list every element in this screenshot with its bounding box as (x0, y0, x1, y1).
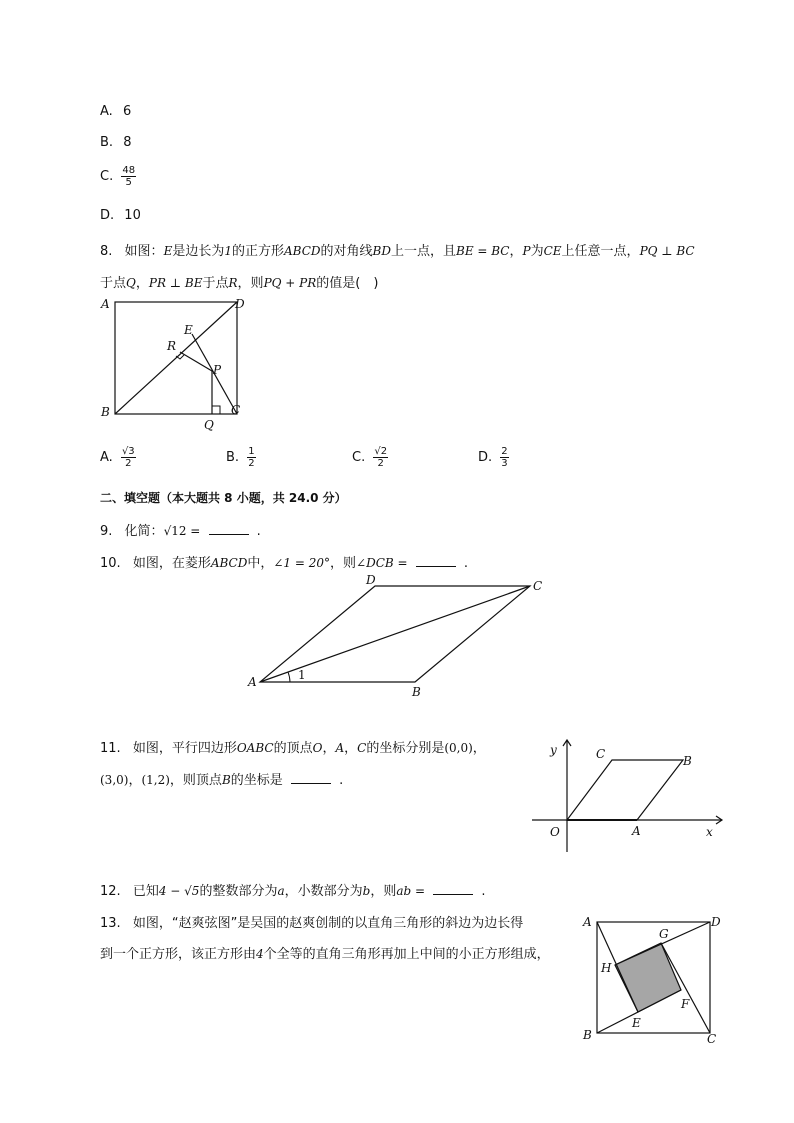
option-value: 6 (122, 104, 132, 119)
option-label: C. (100, 169, 114, 184)
math: (1,2) (141, 773, 170, 787)
label-r: R (167, 339, 177, 353)
text: ，则 (330, 556, 357, 571)
label-b: B (412, 685, 421, 699)
fraction-numerator: √3 (121, 446, 135, 457)
text: 于点 (202, 276, 229, 291)
math: 4 − √5 (158, 884, 200, 898)
text: 的整数部分为 (199, 884, 278, 899)
angle-arc (288, 672, 290, 682)
text: 为 (530, 244, 544, 259)
label-a: A (101, 297, 110, 311)
label-b: B (583, 1028, 592, 1042)
label-e: E (184, 323, 193, 337)
math: O (312, 741, 323, 755)
text: 的坐标分别是 (366, 741, 445, 756)
diagonal-bd (115, 302, 237, 414)
text: 中， (247, 556, 274, 571)
text: ， (509, 244, 523, 259)
section-heading: 二、填空题（本大题共 8 小题，共 24.0 分） (100, 491, 347, 505)
period: . (463, 556, 469, 571)
math: BE = BC (456, 244, 510, 258)
math: ab = (396, 884, 426, 898)
option-fraction (373, 446, 388, 469)
period: . (339, 773, 344, 788)
inner-square-efgh (615, 943, 681, 1012)
fraction-numerator: 2 (501, 446, 508, 457)
fraction-numerator: √2 (374, 446, 388, 457)
option-label: B. (226, 450, 240, 465)
fraction-denominator: 2 (377, 458, 384, 469)
text: 的顶点 (273, 741, 313, 756)
text: ， (135, 276, 149, 291)
label-c: C (596, 747, 606, 761)
label-c: C (707, 1032, 717, 1046)
option-fraction (121, 165, 136, 188)
math: CE (543, 244, 562, 258)
question-number: 10. (100, 556, 121, 571)
math: ∠DCB = (356, 556, 408, 570)
text: 上一点，且 (390, 244, 456, 259)
text: 如图： (124, 244, 164, 259)
label-e: E (632, 1016, 641, 1030)
label-x: x (706, 825, 713, 839)
q7-option-b (100, 135, 131, 150)
label-a: A (248, 675, 257, 689)
math: 1 (224, 244, 232, 258)
q7-option-a (100, 104, 131, 119)
text: 上任意一点， (561, 244, 640, 259)
text: 化简： (124, 524, 164, 539)
q12 (100, 880, 485, 899)
text: 的坐标是 (230, 773, 283, 788)
text: 个全等的直角三角形再加上中间的小正方形组成， (263, 947, 550, 962)
q7-option-c (100, 165, 136, 188)
option-fraction (500, 446, 508, 469)
text: 如图，平行四边形 (132, 741, 237, 756)
option-label: D. (100, 208, 115, 223)
math: PQ + PR (263, 276, 317, 290)
option-value: 10 (124, 208, 141, 223)
text: 如图，在菱形 (132, 556, 211, 571)
q8-line-1 (100, 240, 695, 259)
q7-option-d (100, 208, 141, 223)
answer-blank[interactable] (416, 554, 456, 567)
answer-blank[interactable] (433, 882, 473, 895)
math: C (357, 741, 367, 755)
label-c: C (231, 403, 241, 417)
right-angle-q (212, 406, 220, 414)
option-label: C. (352, 450, 366, 465)
math: (0,0) (444, 741, 473, 755)
text: ， (128, 773, 142, 788)
period: . (256, 524, 261, 539)
option-fraction (247, 446, 255, 469)
text: ，小数部分为 (284, 884, 363, 899)
math: PQ ⊥ BC (639, 244, 695, 258)
label-h: H (601, 961, 612, 975)
text: 到一个正方形，该正方形由 (100, 947, 257, 962)
q8-option-b (226, 446, 256, 469)
option-value: 8 (123, 135, 132, 150)
math: BD (372, 244, 391, 258)
q8-option-a (100, 446, 136, 469)
answer-blank[interactable] (291, 771, 331, 784)
label-c: C (533, 579, 543, 593)
q11-line-2 (100, 769, 343, 788)
question-number: 9. (100, 524, 113, 539)
text: 于点 (100, 276, 127, 291)
math: Q (126, 276, 136, 290)
option-label: B. (100, 135, 114, 150)
period: . (481, 884, 486, 899)
q10 (100, 552, 468, 571)
label-d: D (235, 297, 245, 311)
q10-rhombus-figure (240, 572, 560, 700)
question-number: 8. (100, 244, 113, 259)
label-g: G (659, 927, 669, 941)
text: ， (322, 741, 336, 756)
q11-line-1 (100, 737, 486, 756)
question-number: 12. (100, 884, 121, 899)
label-q: Q (204, 418, 214, 432)
q8-option-d (478, 446, 509, 469)
math: b (362, 884, 371, 898)
parallelogram-oabc (567, 760, 683, 820)
text: 的对角线 (320, 244, 373, 259)
label-p: P (213, 363, 222, 377)
math: P (522, 244, 531, 258)
text: ，则 (370, 884, 397, 899)
option-fraction (121, 446, 136, 469)
question-number: 13. (100, 916, 121, 931)
text: 的值是( ) (316, 276, 379, 291)
option-label: A. (100, 450, 113, 465)
label-a: A (583, 915, 592, 929)
q11-coordinate-figure (530, 734, 730, 854)
label-a: A (632, 824, 641, 838)
math: ∠1 = 20° (273, 556, 331, 570)
label-d: D (366, 573, 376, 587)
label-f: F (681, 997, 690, 1011)
fraction-denominator: 2 (125, 458, 132, 469)
label-b: B (683, 754, 692, 768)
fraction-denominator: 5 (125, 177, 132, 188)
right-angle-r (176, 355, 184, 359)
q8-option-c (352, 446, 388, 469)
text: 如图，“赵爽弦图”是吴国的赵爽创制的以直角三角形的斜边为边长得 (132, 916, 524, 931)
q9 (100, 520, 261, 539)
math: OABC (236, 741, 274, 755)
text: ， (472, 741, 486, 756)
q13-line-1 (100, 912, 523, 931)
fraction-numerator: 48 (122, 165, 136, 176)
q13-line-2 (100, 943, 550, 962)
fraction-denominator: 2 (248, 458, 255, 469)
text: 的正方形 (231, 244, 284, 259)
text: 已知 (132, 884, 159, 899)
math: √12 = (163, 524, 201, 538)
q8-line-2 (100, 272, 378, 291)
fraction-denominator: 3 (501, 458, 508, 469)
math: R (228, 276, 238, 290)
text: ，则 (237, 276, 264, 291)
option-label: D. (478, 450, 493, 465)
label-b: B (101, 405, 110, 419)
q13-zhaoshuang-figure (578, 912, 723, 1047)
math: 4 (256, 947, 264, 961)
math: (3,0) (100, 773, 129, 787)
label-angle-1: 1 (298, 668, 306, 682)
math: PR ⊥ BE (148, 276, 203, 290)
label-y: y (550, 743, 557, 757)
fraction-numerator: 1 (248, 446, 255, 457)
math: ABCD (284, 244, 321, 258)
answer-blank[interactable] (209, 522, 249, 535)
text: ，则顶点 (169, 773, 222, 788)
option-label: A. (100, 104, 113, 119)
text: 是边长为 (172, 244, 225, 259)
question-number: 11. (100, 741, 121, 756)
math: B (221, 773, 231, 787)
text: ， (344, 741, 358, 756)
math: ABCD (210, 556, 248, 570)
math: A (335, 741, 345, 755)
math: E (163, 244, 173, 258)
q8-square-figure (95, 292, 255, 434)
label-d: D (711, 915, 721, 929)
label-o: O (550, 825, 560, 839)
math: a (277, 884, 285, 898)
